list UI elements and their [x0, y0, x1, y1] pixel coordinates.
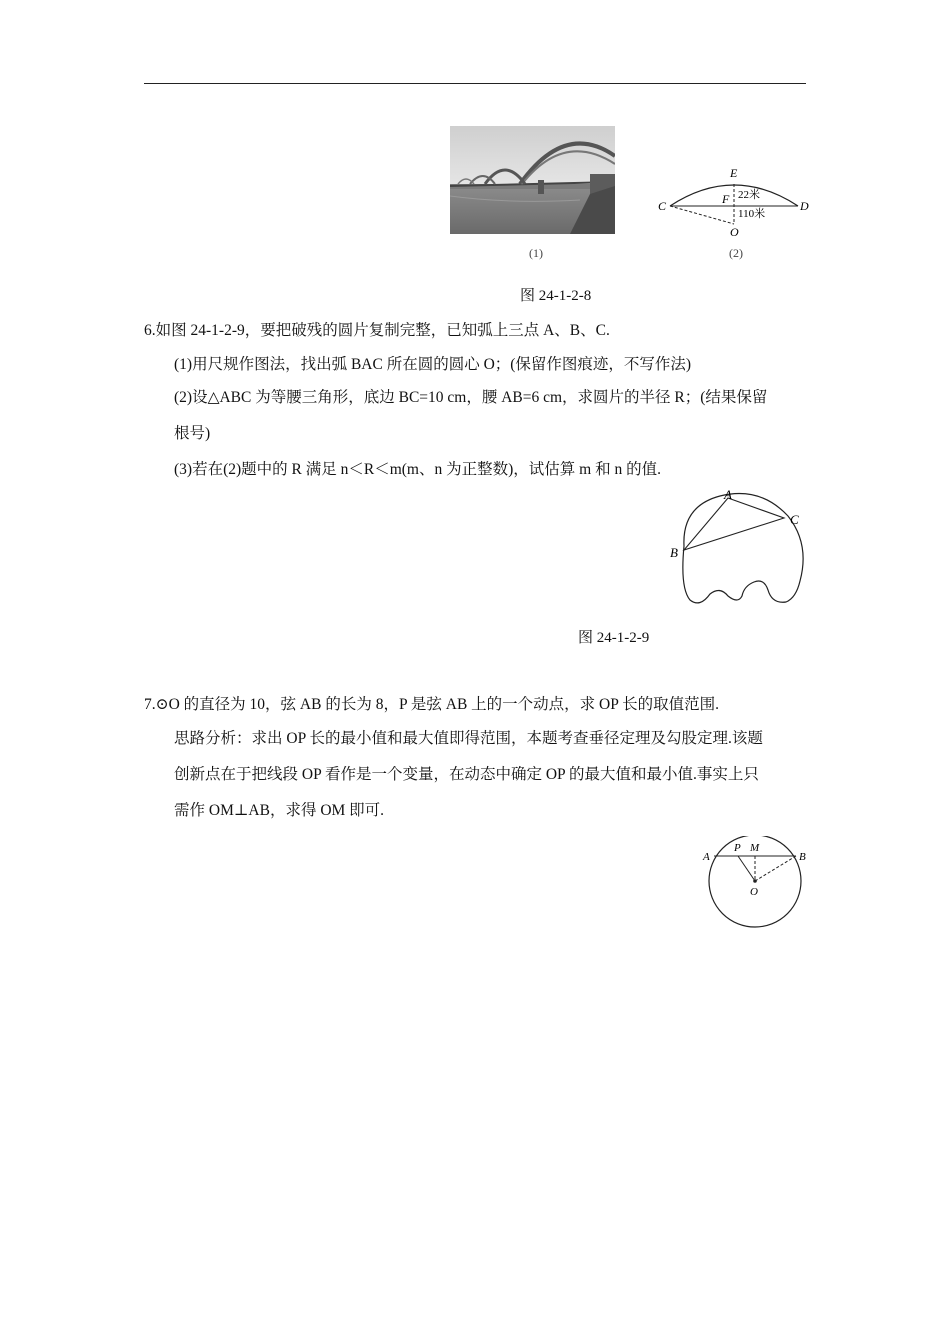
label-p: P	[734, 842, 741, 854]
q7-analysis-line2: 创新点在于把线段 OP 看作是一个变量，在动态中确定 OP 的最大值和最小值.事实上只	[174, 766, 759, 783]
label-b: B	[799, 851, 806, 863]
q6-stem: 6.如图 24-1-2-9，要把破残的圆片复制完整，已知弧上三点 A、B、C.	[144, 322, 610, 339]
radius-oc	[670, 206, 734, 224]
label-o: O	[750, 886, 758, 898]
label-d: D	[800, 199, 809, 213]
fig8-caption: 图 24-1-2-8	[520, 288, 592, 304]
segment-ob	[755, 856, 796, 881]
bridge-photo	[450, 126, 615, 234]
fig8-photo-caption: (1)	[529, 246, 543, 260]
label-c: C	[790, 512, 799, 527]
q7-analysis-line1: 思路分析：求出 OP 长的最小值和最大值即得范围，本题考查垂径定理及勾股定理.该题	[174, 730, 763, 747]
q6-part3: (3)若在(2)题中的 R 满足 n＜R＜m(m、n 为正整数)，试估算 m 和 n 的值.	[174, 461, 661, 478]
arch-diagram	[652, 162, 812, 242]
circle-chord-figure	[700, 836, 815, 932]
fig9-caption: 图 24-1-2-9	[578, 630, 650, 646]
label-m: M	[750, 842, 760, 854]
label-c: C	[658, 199, 667, 213]
center-point	[753, 879, 757, 883]
header-rule	[144, 83, 806, 84]
label-e: E	[730, 166, 738, 180]
fig8-diagram-caption: (2)	[729, 246, 743, 260]
q6-part2-line1: (2)设△ABC 为等腰三角形，底边 BC=10 cm，腰 AB=6 cm，求圆片的半径 R；(结果保留	[174, 389, 768, 406]
q7-stem: 7.⊙O 的直径为 10，弦 AB 的长为 8，P 是弦 AB 上的一个动点，求 OP 长的取值范围.	[144, 696, 720, 713]
label-a: A	[724, 487, 732, 502]
label-f: F	[722, 192, 730, 206]
q6-part2-line2: 根号)	[174, 425, 211, 442]
label-b: B	[670, 545, 678, 560]
q7-analysis-line3: 需作 OM⊥AB，求得 OM 即可.	[174, 802, 385, 819]
label-height: 22米	[738, 189, 760, 201]
broken-disc-figure	[660, 486, 820, 616]
q6-part1: (1)用尺规作图法，找出弧 BAC 所在圆的圆心 O；(保留作图痕迹，不写作法)	[174, 356, 692, 373]
label-half-span: 110米	[738, 208, 766, 220]
label-o: O	[730, 225, 739, 239]
segment-op	[738, 856, 755, 881]
disc-outline	[683, 494, 803, 603]
label-a: A	[703, 851, 710, 863]
